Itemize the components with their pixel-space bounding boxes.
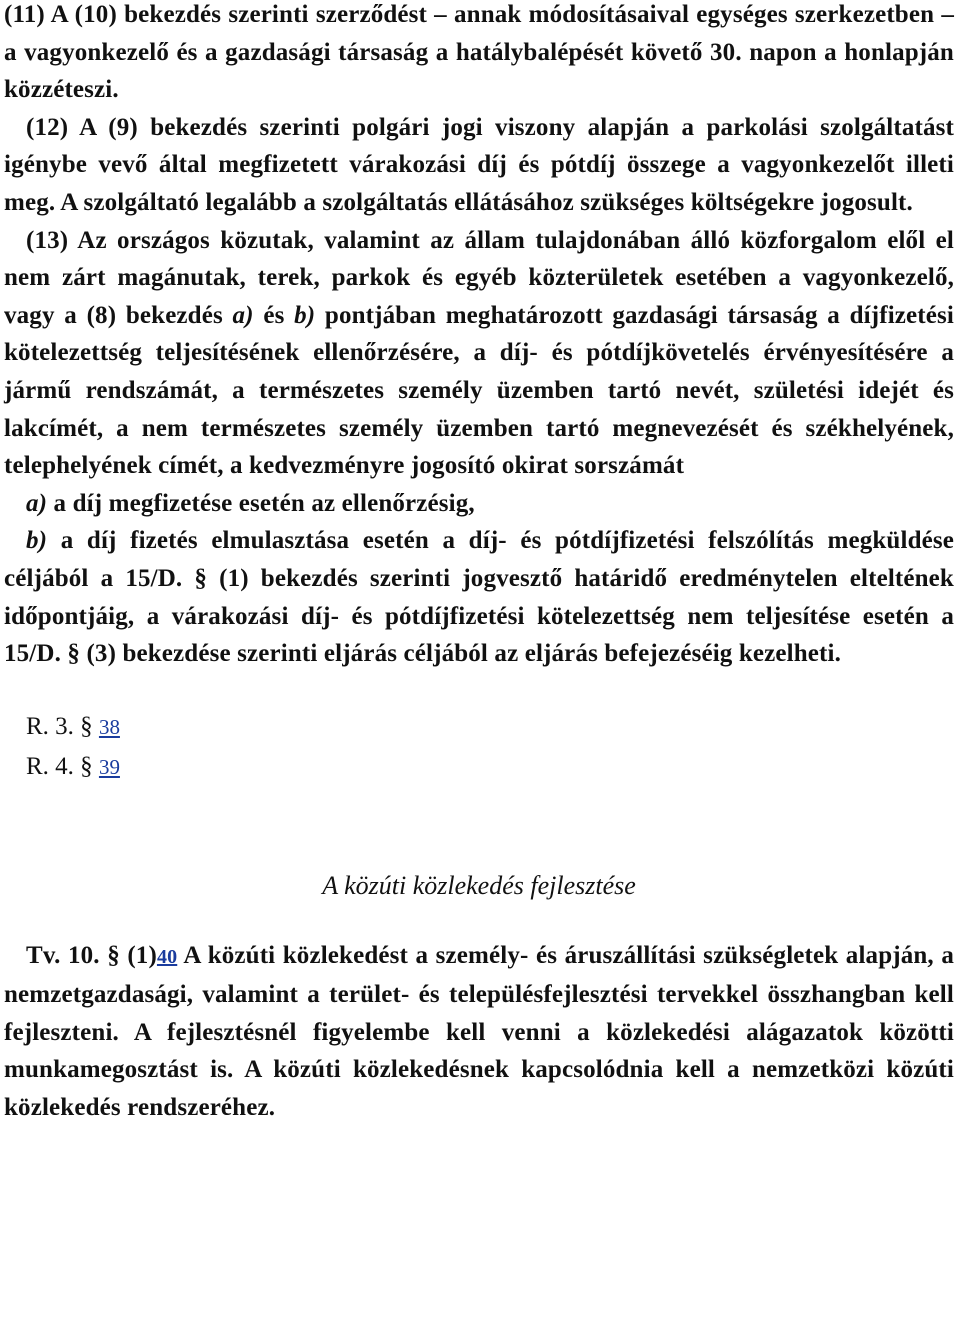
reference-prefix: R. 4. § [26,752,99,780]
document-page [4,0,954,1127]
paragraph-13-and: és [253,301,295,329]
paragraph-13-point-a: a) [232,301,254,329]
paragraph-12-text: (12) A (9) bekezdés szerinti polgári jogi viszony alapján a parkolási szolgáltatást igénybe vevő által megfizetett várakozási díj és pótdíj összege a vagyonkezelőt illeti meg. A szolgáltató legalább a szolgáltatás ellátásához szükséges költségekre jogosult. [4,113,954,216]
footnote-link-39[interactable]: 39 [98,754,120,779]
tv-10-text: A közúti közlekedést a személy- és áruszállítási szükségletek alapján, a nemzetgazdasági, valamint a terület- és településfejlesztési tervekkel összhangban kell fejleszteni. A fejlesztésnél figyelembe kell venni a közlekedési alágazatok közötti munkamegosztást is. A közúti közlekedésnek kapcsolódnia kell a nemzetközi közúti közlekedés rendszeréhez. [4,941,954,1122]
list-item-a-label: a) [26,489,48,517]
list-item-b-label: b) [26,527,48,555]
list-item-a-text: a díj megfizetése esetén az ellenőrzésig, [47,489,475,517]
tv-10-prefix: Tv. 10. § (1) [26,941,157,969]
paragraph-11-text: (11) A (10) bekezdés szerinti szerződést – annak módosításaival egységes szerkezetben – a vagyonkezelő és a gazdasági társaság a hatálybalépését követő 30. napon a honlapján közzéteszi. [4,1,954,104]
footnote-link-40[interactable]: 40 [156,945,178,968]
paragraph-13 [4,222,954,485]
reference-item [26,707,954,747]
section-title: A közúti közlekedés fejlesztése [322,870,636,900]
list-item-b-text: a díj fizetés elmulasztása esetén a díj- és pótdíjfizetési felszólítás megküldése céljából a 15/D. § (1) bekezdés szerinti jogvesztő határidő eredménytelen elteltének időpontjáig, a várakozási díj- és pótdíjfizetési kötelezettség nem teljesítése esetén a 15/D. § (3) bekezdése szerinti eljárás céljából az eljárás befejezéséig kezelheti. [4,527,954,668]
paragraph-tv-10 [4,937,954,1127]
paragraph-13-point-b: b) [294,301,316,329]
paragraph-13-rest: pontjában meghatározott gazdasági társaság a díjfizetési kötelezettség teljesítésének ellenőrzésére, a díj- és pótdíjkövetelés érvényesítésére a jármű rendszámát, a természetes személy üzemben tartó nevét, születési idejét és lakcímét, a nem természetes személy üzemben tartó megnevezését és székhelyének, telephelyének címét, a kedvezményre jogosító okirat sorszámát [4,301,954,480]
reference-prefix: R. 3. § [26,712,99,740]
paragraph-11 [4,0,954,109]
footnote-link-38[interactable]: 38 [98,714,120,739]
reference-list [4,707,954,787]
list-item-a [4,485,954,523]
paragraph-12 [4,109,954,222]
reference-item [26,747,954,787]
list-item-b [4,522,954,672]
paragraph-13-start: (13) Az országos közutak, valamint az állam tulajdonában álló közforgalom elől el nem zárt magánutak, terek, parkok és egyéb közterületek esetében a vagyonkezelő, vagy a (8) bekezdés [4,226,954,329]
